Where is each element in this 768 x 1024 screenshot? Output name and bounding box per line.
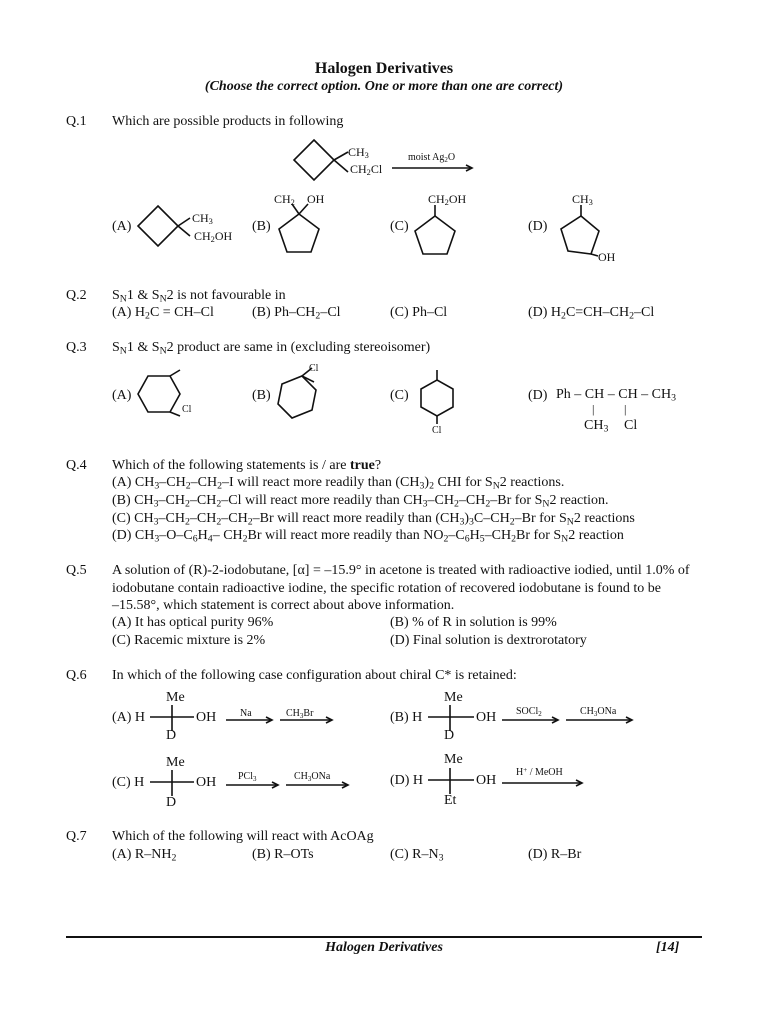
option-a-label: (A) xyxy=(112,219,132,234)
question-text-line: iodobutane contain radioactive iodine, the specific rotation of recovered iodobutane is found to be xyxy=(112,581,661,596)
option-d-main-chain: Ph – CH – CH – $CH_3$ xyxy=(556,387,677,404)
question-number: Q.4 xyxy=(66,458,87,473)
option-d-h: (D) H xyxy=(390,773,424,788)
option-a-d: D xyxy=(166,728,177,743)
reaction-arrow xyxy=(226,716,276,726)
fischer-cross xyxy=(428,768,478,796)
option-a: (A) It has optical purity 96% xyxy=(112,615,274,630)
page-title: Halogen Derivatives xyxy=(314,60,454,77)
question-text-line: A solution of (R)-2-iodobutane, [α] = –15.9° in acetone is treated with radioactive iodied, until 1.0% of xyxy=(112,563,690,578)
reactant-ch2cl-label: $CH_2Cl$ xyxy=(350,162,383,178)
option-a-oh: OH xyxy=(196,710,217,725)
option-b-d: D xyxy=(444,728,455,743)
fischer-cross xyxy=(150,770,200,798)
option-d-cl: Cl xyxy=(624,418,638,433)
reagent-label: SOCl$_2$ xyxy=(516,706,542,718)
reagent-label: $CH_3ONa$ xyxy=(294,771,331,783)
reaction-arrow xyxy=(392,164,474,174)
option-a-h: (A) H xyxy=(112,710,146,725)
reaction-arrow xyxy=(502,779,586,789)
bond-mark: | xyxy=(624,402,627,416)
question-text: $S_N1$ & $S_N2$ product are same in (excluding stereoisomer) xyxy=(112,340,431,357)
option-a-me: Me xyxy=(166,690,185,705)
reagent-label: H+ / MeOH xyxy=(516,765,563,778)
option-d-oh: OH xyxy=(476,773,497,788)
option-b-h: (B) H xyxy=(390,710,423,725)
option-b-oh: OH xyxy=(307,192,325,206)
reaction-arrow xyxy=(280,716,336,726)
page-number: [14] xyxy=(656,940,680,955)
option-c: (C) Racemic mixture is 2% xyxy=(112,633,266,648)
footer-divider xyxy=(66,936,702,938)
reagent-label: PCl$_3$ xyxy=(238,771,257,783)
question-number: Q.1 xyxy=(66,114,87,129)
option-c: (C) $CH_3-CH_2-CH_2-CH_2-Br$ will react more readily than $(CH_3)_3C-CH_2-Br$ for $S_N2$ reactions xyxy=(112,511,635,528)
reaction-arrow xyxy=(502,716,562,726)
option-a-label: (A) xyxy=(112,388,132,403)
option-d-label: (D) xyxy=(528,388,548,403)
bond-mark: | xyxy=(592,402,595,416)
option-d-label: (D) xyxy=(528,219,548,234)
option-d-et: Et xyxy=(444,793,457,808)
option-a: (A) $H_2C = CH-Cl$ xyxy=(112,305,214,322)
question-text: $S_N1$ & $S_N2$ is not favourable in xyxy=(112,288,286,305)
cyclobutane-structure-a xyxy=(138,204,188,250)
question-text: Which of the following statements is / are true? xyxy=(112,458,382,473)
cyclohexane-structure-c xyxy=(418,370,458,430)
reaction-arrow xyxy=(286,781,352,791)
question-text: Which are possible products in following xyxy=(112,114,344,129)
reaction-arrow xyxy=(566,716,636,726)
option-c-d: D xyxy=(166,795,177,810)
cyclopentane-structure-b xyxy=(278,204,324,256)
option-d: (D) $H_2C=CH-CH_2-Cl$ xyxy=(528,305,655,322)
reagent-label: $CH_3Br$ xyxy=(286,708,314,720)
cyclopentane-structure-d xyxy=(554,204,604,258)
option-b-oh: OH xyxy=(476,710,497,725)
cyclohexane-structure-b xyxy=(272,374,332,424)
option-c: (C) Ph–Cl xyxy=(390,305,448,320)
option-b-label: (B) xyxy=(252,219,271,234)
question-text-line: –15.58°, which statement is correct about above information. xyxy=(112,598,455,613)
question-number: Q.3 xyxy=(66,340,87,355)
option-b-label: (B) xyxy=(252,388,271,403)
question-number: Q.6 xyxy=(66,668,87,683)
option-d: (D) Final solution is dextrorotatory xyxy=(390,633,587,648)
option-b: (B) $CH_3-CH_2-CH_2-Cl$ will react more readily than $CH_3-CH_2-CH_2-Br$ for $S_N2$ reaction. xyxy=(112,493,609,510)
option-c: (C) $R-N_3$ xyxy=(390,847,444,864)
footer-title: Halogen Derivatives xyxy=(325,940,443,955)
reagent-label: moist $Ag_2O$ xyxy=(408,152,456,164)
reactant-ch3-label: $CH_3$ xyxy=(348,145,369,161)
option-d: (D) $CH_3-O-C_6H_4-$ $CH_2Br$ will react more readily than $NO_2-C_6H_5-CH_2Br$ for $S_N2$ reaction xyxy=(112,528,624,545)
option-c-oh: OH xyxy=(196,775,217,790)
question-number: Q.5 xyxy=(66,563,87,578)
option-a: (A) $R-NH_2$ xyxy=(112,847,177,864)
reagent-label: $CH_3ONa$ xyxy=(580,706,617,718)
option-a-ch3: $CH_3$ xyxy=(192,211,213,227)
option-d-me: Me xyxy=(444,752,463,767)
cyclopentane-structure-c xyxy=(414,204,460,256)
option-b-me: Me xyxy=(444,690,463,705)
option-d-ch3: $CH_3$ xyxy=(584,418,609,435)
question-text: In which of the following case configuration about chiral C* is retained: xyxy=(112,668,517,683)
question-number: Q.2 xyxy=(66,288,87,303)
option-b: (B) R–OTs xyxy=(252,847,314,862)
option-c-me: Me xyxy=(166,755,185,770)
option-c-label: (C) xyxy=(390,388,409,403)
option-b: (B) $Ph-CH_2-Cl$ xyxy=(252,305,341,322)
option-c-h: (C) H xyxy=(112,775,145,790)
option-a-cl: Cl xyxy=(182,404,192,415)
option-c-label: (C) xyxy=(390,219,409,234)
question-text: Which of the following will react with AcOAg xyxy=(112,829,374,844)
option-d-oh: OH xyxy=(598,250,616,264)
option-b: (B) % of R in solution is 99% xyxy=(390,615,557,630)
option-b-ch2: $CH_2$ xyxy=(274,192,295,208)
option-b-cl: Cl xyxy=(309,363,319,374)
option-d: (D) R–Br xyxy=(528,847,582,862)
page-subtitle: (Choose the correct option. One or more than one are correct) xyxy=(204,79,564,94)
question-number: Q.7 xyxy=(66,829,87,844)
reagent-label: Na xyxy=(240,708,252,719)
option-a-ch2oh: $CH_2OH$ xyxy=(194,229,233,245)
option-c-ch2oh: $CH_2OH$ xyxy=(428,192,467,208)
option-c-cl: Cl xyxy=(432,425,442,436)
reaction-arrow xyxy=(226,781,282,791)
option-a: (A) $CH_3-CH_2-CH_2-I$ will react more readily than $(CH_3)_2$ CHI for $S_N2$ reactions. xyxy=(112,475,565,492)
option-d-ch3: $CH_3$ xyxy=(572,192,593,208)
